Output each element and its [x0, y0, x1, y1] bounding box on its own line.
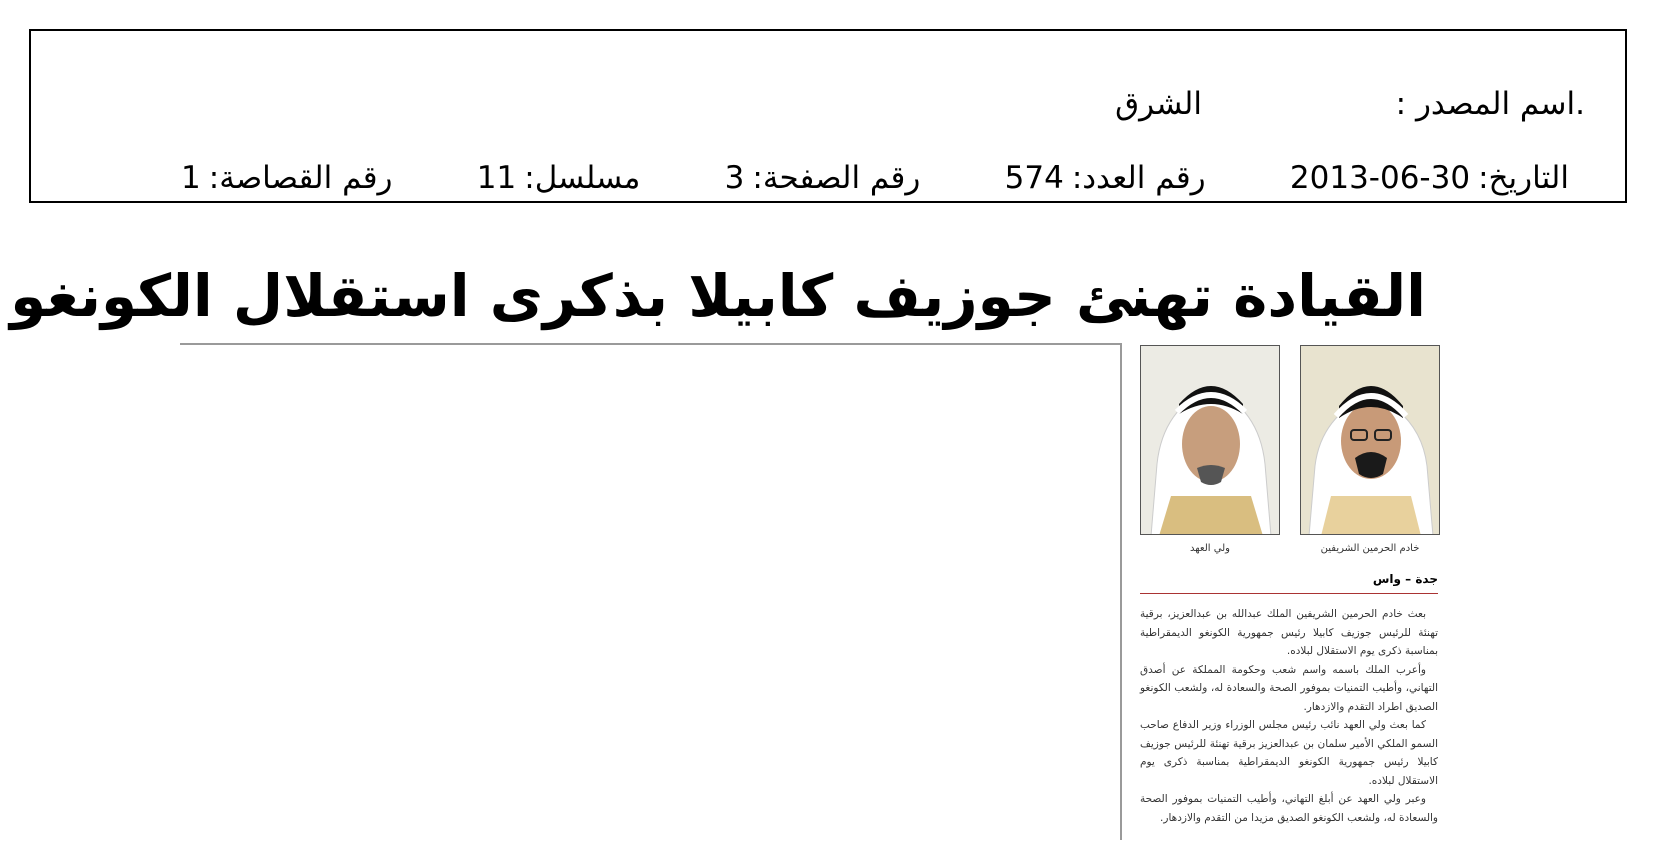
portrait-2-image	[1141, 346, 1280, 535]
article-paragraph: وأعرب الملك باسمه واسم شعب وحكومة المملكة عن أصدق التهاني، وأطيب التمنيات بموفور الصحة والسعادة له، ولشعب الكونغو الصديق اطراد التقدم والازدهار.	[1140, 663, 1438, 713]
clip-field	[181, 160, 392, 196]
article-paragraph: بعث خادم الحرمين الشريفين الملك عبدالله بن عبدالعزيز، برقية تهنئة للرئيس جوزيف كابيلا رئيس جمهورية الكونغو الديمقراطية بمناسبة ذكرى يوم الاستقلال لبلاده.	[1140, 608, 1438, 657]
article-body	[1140, 605, 1438, 827]
serial-value: 11	[476, 160, 517, 196]
article-headline: القيادة تهنئ جوزيف كابيلا بذكرى استقلال الكونغو	[10, 262, 1426, 330]
photo-caption-king: خادم الحرمين الشريفين	[1320, 543, 1420, 554]
source-metadata-box	[29, 29, 1627, 203]
date-value: 2013-06-30	[1289, 160, 1471, 196]
issue-field	[1005, 160, 1206, 196]
source-value: الشرق	[1115, 86, 1202, 122]
issue-value: 574	[1004, 160, 1064, 196]
column-divider	[1120, 343, 1122, 840]
dateline-divider	[1140, 593, 1438, 594]
date-field	[1290, 160, 1569, 196]
date-label: التاريخ:	[1478, 160, 1569, 196]
serial-field	[477, 160, 641, 196]
portrait-1-image	[1301, 346, 1440, 535]
crown-prince-portrait-photo	[1140, 345, 1280, 535]
page-value: 3	[724, 160, 745, 196]
metadata-line	[181, 158, 1569, 198]
serial-label: مسلسل:	[524, 160, 641, 196]
article-paragraph: كما بعث ولي العهد نائب رئيس مجلس الوزراء وزير الدفاع صاحب السمو الملكي الأمير سلمان بن عبدالعزيز برقية تهنئة للرئيس جوزيف كابيلا رئيس جمهورية الكونغو الديمقراطية بمناسبة ذكرى يوم الاستقلال لبلاده.	[1140, 719, 1438, 787]
page-label: رقم الصفحة:	[752, 160, 921, 196]
headline-divider	[180, 343, 1121, 345]
article-dateline: جدة – واس	[1372, 572, 1438, 586]
king-portrait-photo	[1300, 345, 1440, 535]
clip-value: 1	[181, 160, 201, 196]
photo-caption-crown-prince: ولي العهد	[1190, 543, 1230, 554]
clip-label: رقم القصاصة:	[208, 160, 393, 196]
page-field	[725, 160, 921, 196]
issue-label: رقم العدد:	[1071, 160, 1206, 196]
source-label: .اسم المصدر :	[1395, 86, 1585, 122]
article-paragraph: وعبر ولي العهد عن أبلغ التهاني، وأطيب التمنيات بموفور الصحة والسعادة له، ولشعب الكونغو الصديق مزيدا من التقدم والازدهار.	[1140, 793, 1438, 824]
